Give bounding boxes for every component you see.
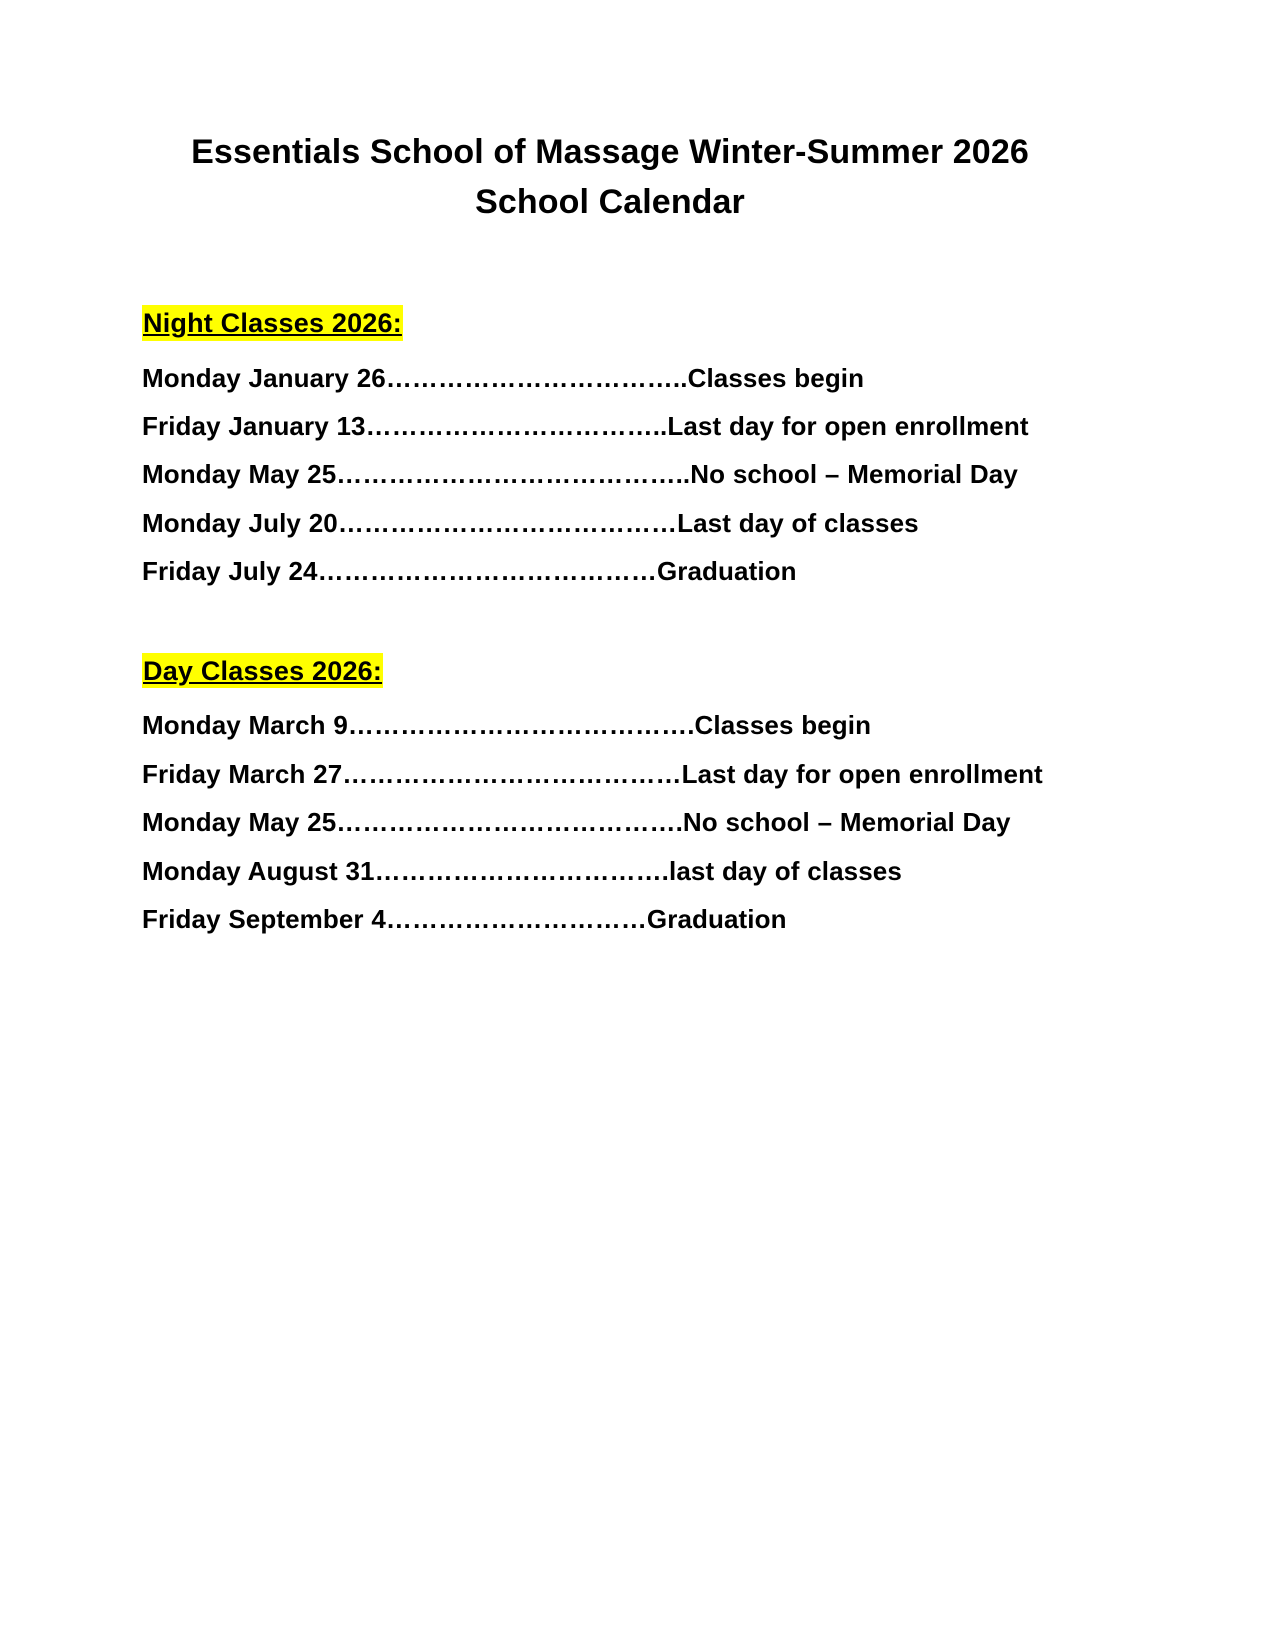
page-title-line-2: School Calendar xyxy=(475,182,745,221)
entry-date: Monday August 31 xyxy=(142,855,375,886)
entry-description: Graduation xyxy=(646,904,787,935)
entry-description: last day of classes xyxy=(669,855,902,886)
calendar-entry xyxy=(142,494,1077,542)
entry-leader: …………………………….. xyxy=(385,362,688,393)
calendar-entry xyxy=(142,542,1077,590)
entry-date: Monday January 26 xyxy=(142,362,386,393)
section-night-classes xyxy=(142,305,1077,591)
entry-description: Last day for open enrollment xyxy=(681,758,1043,789)
entry-date: Monday May 25 xyxy=(142,807,337,838)
calendar-entry xyxy=(142,745,1077,793)
entry-description: Last day of classes xyxy=(677,507,919,538)
entry-date: Friday September 4 xyxy=(142,904,386,935)
entry-date: Friday July 24 xyxy=(142,556,318,587)
entry-leader: ………………………………… xyxy=(317,556,657,587)
entry-date: Friday March 27 xyxy=(142,758,343,789)
calendar-entry xyxy=(142,793,1077,841)
calendar-entry xyxy=(142,445,1077,493)
entry-date: Monday May 25 xyxy=(142,459,337,490)
entry-leader: …………………………………. xyxy=(336,807,683,838)
page-title-line-1: Essentials School of Massage Winter-Summer 2026 xyxy=(191,133,1029,171)
section-day-classes xyxy=(142,653,1077,939)
entry-date: Monday July 20 xyxy=(142,507,338,538)
calendar-body xyxy=(142,305,1077,939)
entry-leader: ………………………………… xyxy=(337,507,678,538)
entry-description: Last day for open enrollment xyxy=(667,411,1029,442)
entry-description: Classes begin xyxy=(694,710,872,741)
section-heading-night-classes: Night Classes 2026: xyxy=(142,305,403,341)
entry-leader: ………………………………….. xyxy=(336,459,691,490)
entry-date: Monday March 9 xyxy=(142,710,348,741)
entry-description: Classes begin xyxy=(687,362,865,393)
calendar-entry xyxy=(142,842,1077,890)
entry-leader: ………………………… xyxy=(385,904,647,935)
entry-leader: ……………………………. xyxy=(374,855,670,886)
entry-leader: ………………………………… xyxy=(342,758,682,789)
entry-description: No school – Memorial Day xyxy=(690,459,1018,490)
calendar-entry xyxy=(142,890,1077,938)
entry-description: Graduation xyxy=(656,556,797,587)
entry-leader: …………………………………. xyxy=(347,710,695,741)
entry-date: Friday January 13 xyxy=(142,411,366,442)
entry-description: No school – Memorial Day xyxy=(682,807,1011,838)
calendar-entry xyxy=(142,349,1077,397)
section-heading-day-classes: Day Classes 2026: xyxy=(142,653,383,689)
page-title xyxy=(140,128,1080,228)
entry-leader: …………………………….. xyxy=(365,411,668,442)
calendar-entry xyxy=(142,397,1077,445)
calendar-entry xyxy=(142,696,1077,744)
